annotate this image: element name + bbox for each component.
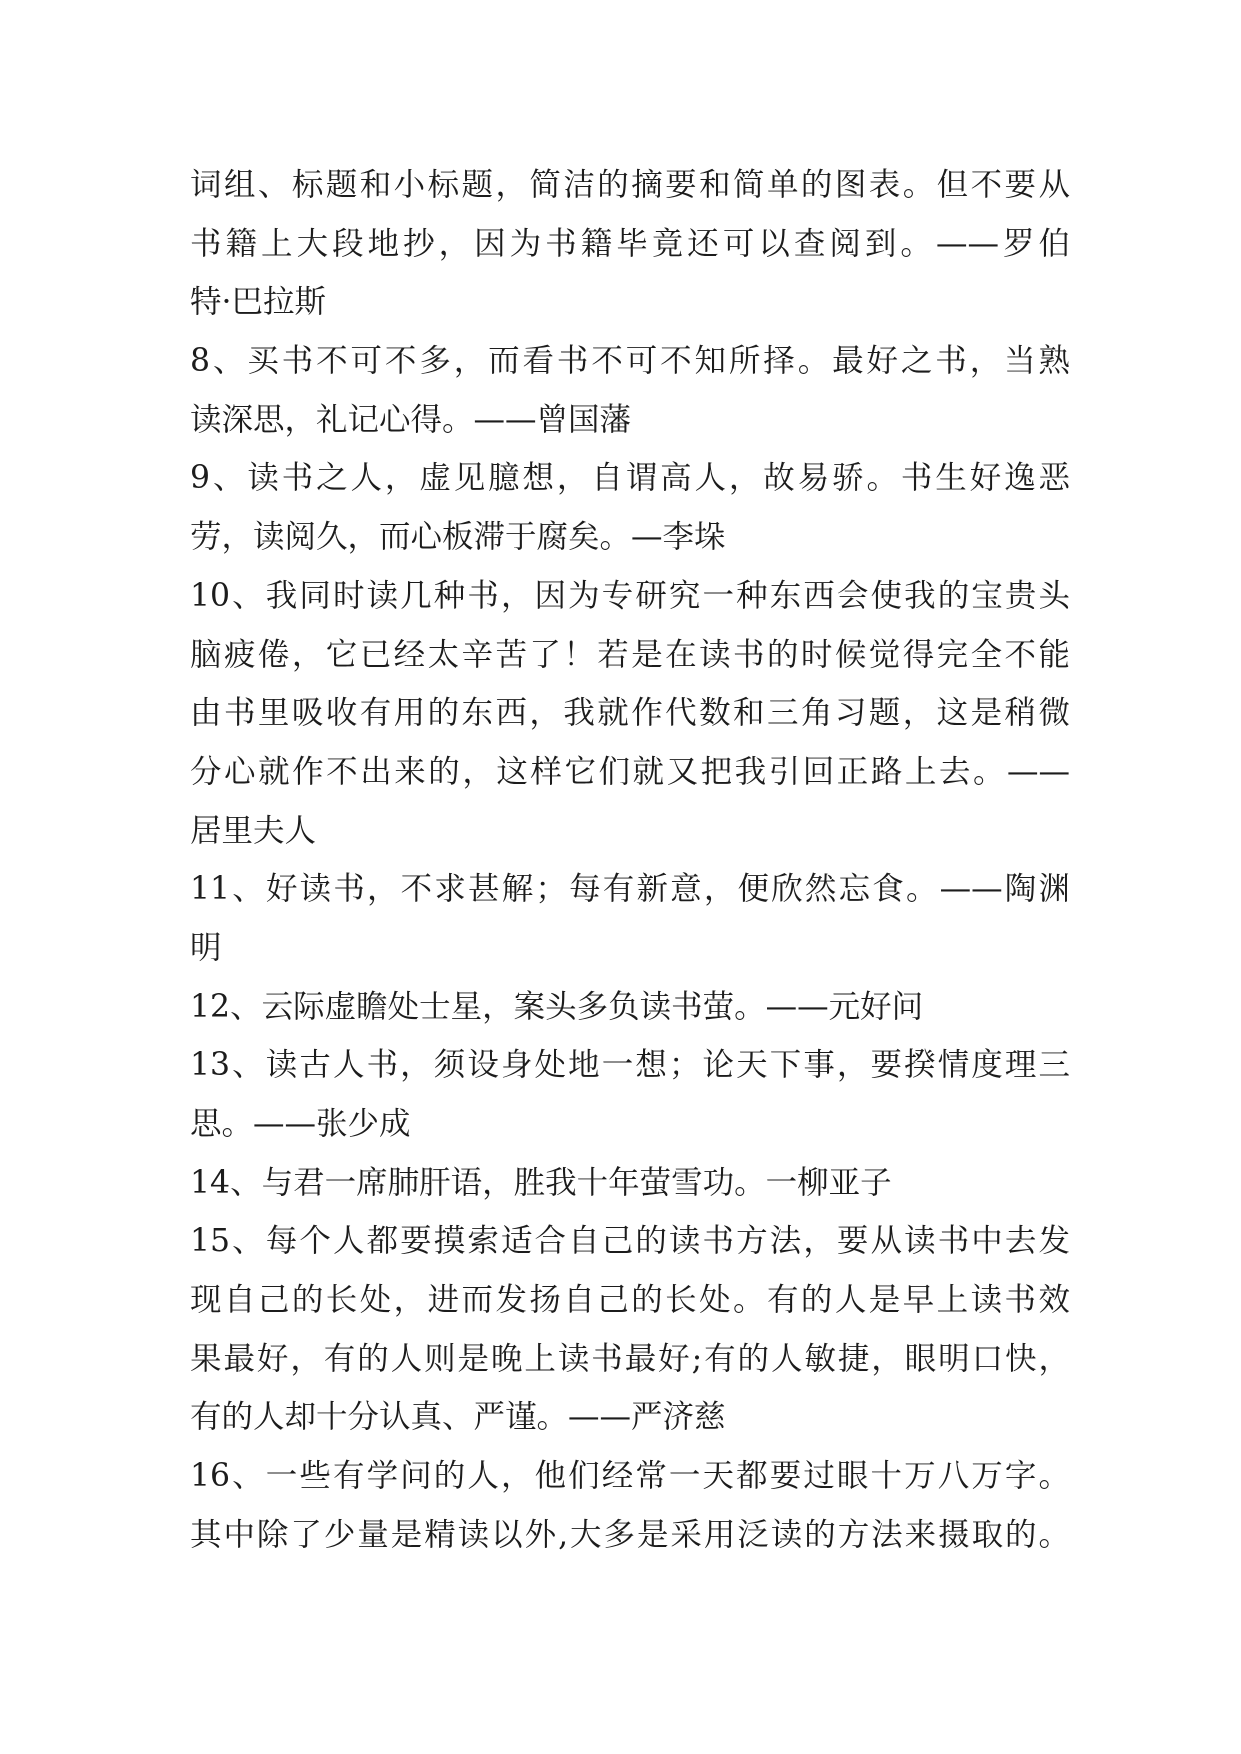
text-line: 8、买书不可不多，而看书不可不知所择。最好之书，当熟 (190, 343, 1070, 380)
text-line: 9、读书之人，虚见臆想，自谓高人，故易骄。书生好逸恶 (190, 460, 1070, 497)
text-line: 现自己的长处，进而发扬自己的长处。有的人是早上读书效 (190, 1282, 1070, 1319)
text-line: 词组、标题和小标题，简洁的摘要和简单的图表。但不要从 (190, 167, 1070, 203)
text-line: 居里夫人 (190, 812, 317, 849)
text-line: 其中除了少量是精读以外,大多是采用泛读的方法来摄取的。 (190, 1516, 1070, 1553)
text-line: 劳，读阅久，而心板滞于腐矣。—李垛 (190, 519, 726, 556)
text-line: 由书里吸收有用的东西，我就作代数和三角习题，这是稍微 (190, 695, 1070, 732)
text-line: 脑疲倦，它已经太辛苦了！若是在读书的时候觉得完全不能 (190, 636, 1070, 673)
text-line: 12、云际虚瞻处士星，案头多负读书萤。——元好问 (190, 988, 924, 1025)
document-body (190, 156, 1070, 1565)
text-line: 分心就作不出来的，这样它们就又把我引回正路上去。—— (190, 753, 1070, 790)
text-line: 15、每个人都要摸索适合自己的读书方法，要从读书中去发 (190, 1223, 1070, 1260)
text-line: 16、一些有学问的人，他们经常一天都要过眼十万八万字。 (190, 1458, 1070, 1495)
text-line: 特·巴拉斯 (190, 284, 327, 321)
text-line: 明 (190, 929, 222, 966)
text-line: 10、我同时读几种书，因为专研究一种东西会使我的宝贵头 (190, 577, 1070, 614)
text-line: 思。——张少成 (190, 1106, 411, 1142)
text-line: 14、与君一席肺肝语，胜我十年萤雪功。一柳亚子 (190, 1164, 892, 1201)
text-line: 有的人却十分认真、严谨。——严济慈 (190, 1399, 726, 1436)
text-line: 13、读古人书，须设身处地一想；论天下事，要揆情度理三 (190, 1047, 1070, 1084)
text-line: 书籍上大段地抄，因为书籍毕竟还可以查阅到。——罗伯 (190, 225, 1070, 262)
text-line: 果最好，有的人则是晚上读书最好;有的人敏捷，眼明口快， (190, 1340, 1070, 1377)
text-line: 11、好读书，不求甚解；每有新意，便欣然忘食。——陶渊 (190, 871, 1070, 908)
text-line: 读深思，礼记心得。——曾国藩 (190, 401, 632, 438)
